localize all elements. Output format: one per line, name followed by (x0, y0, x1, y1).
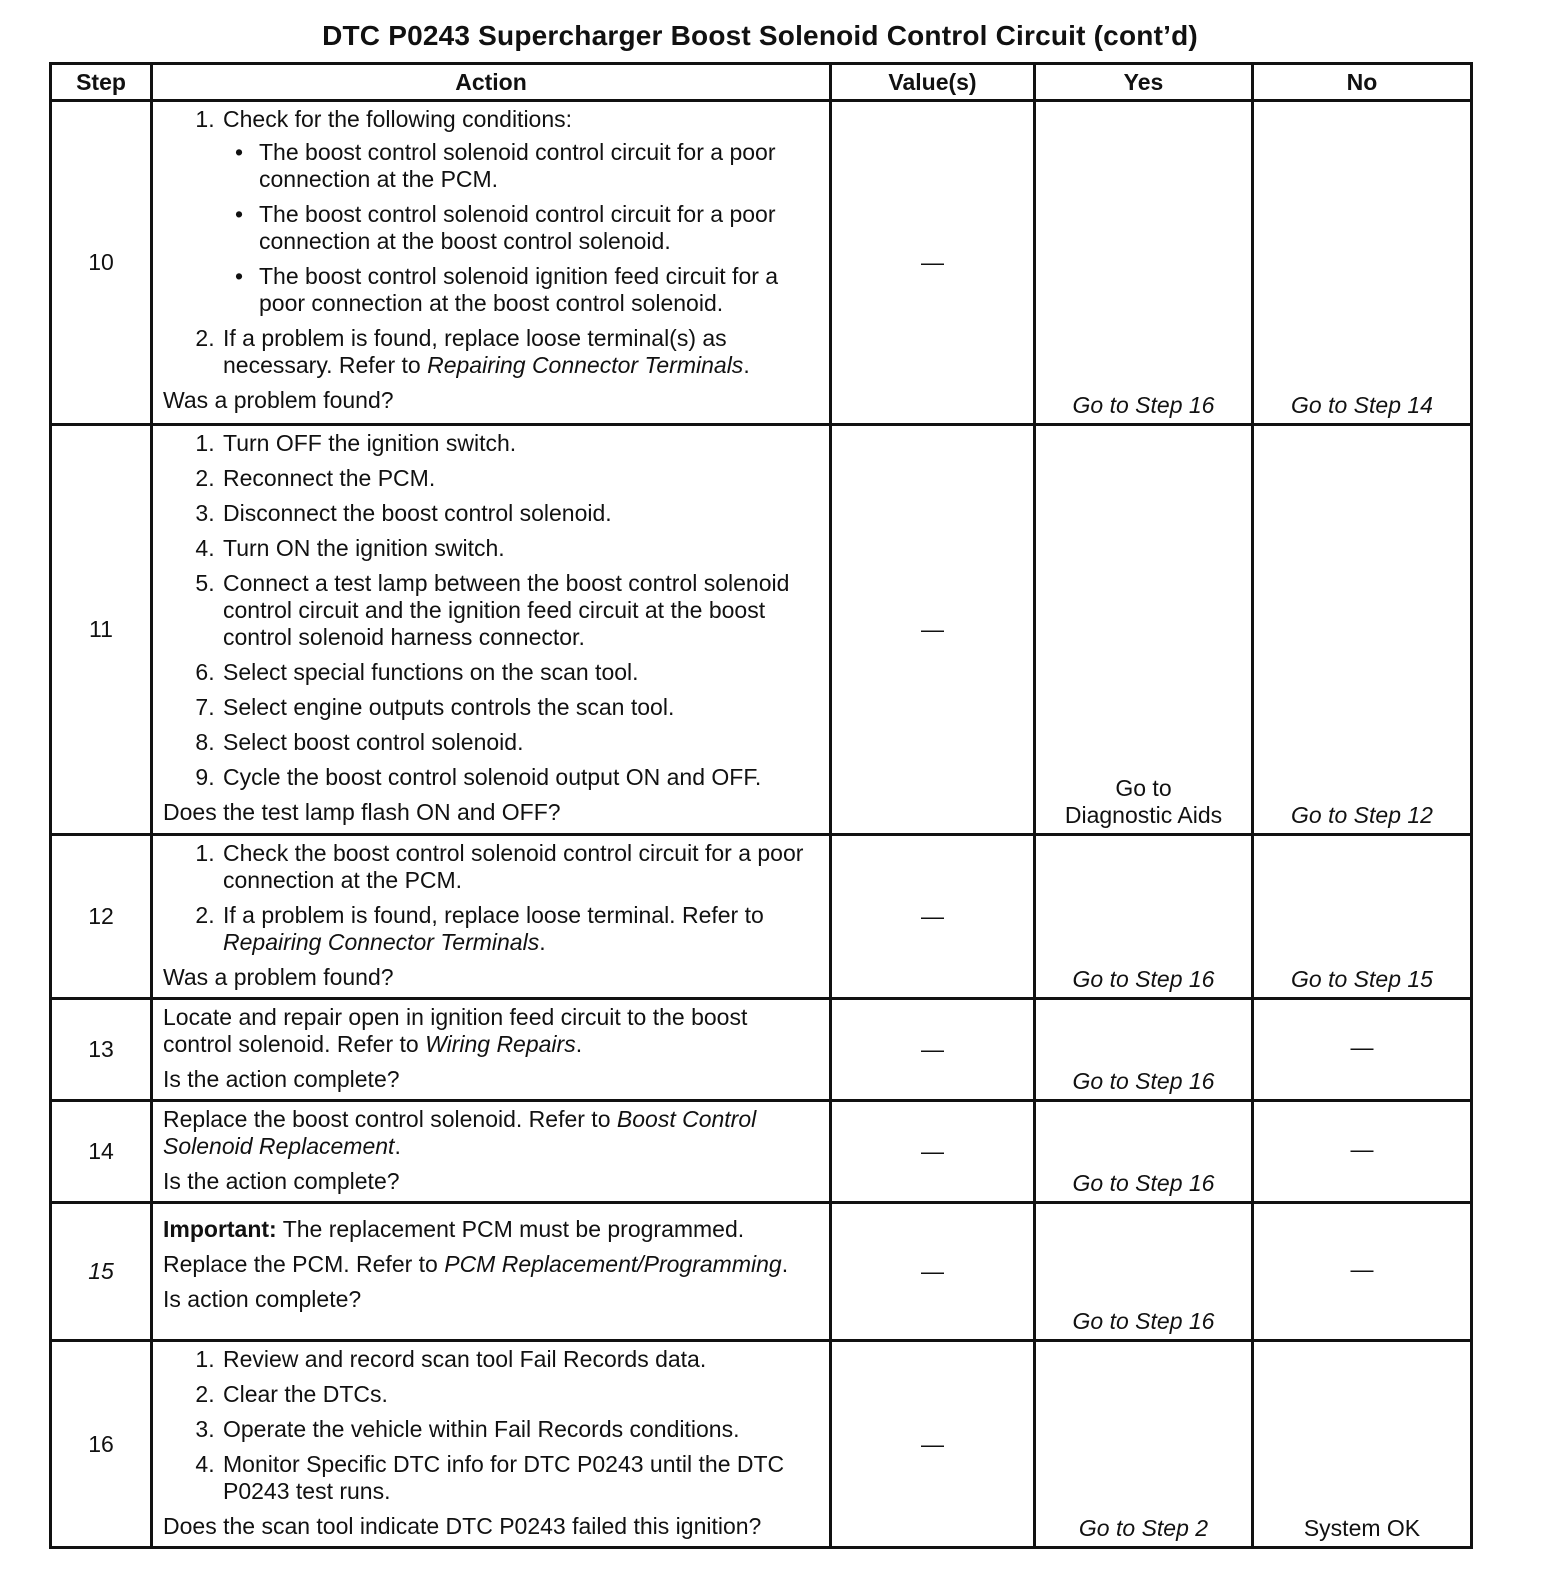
list-item-text: Check for the following conditions: (223, 106, 573, 132)
list-item-end: . (539, 929, 546, 955)
action-list (163, 1346, 819, 1505)
action-list (163, 106, 819, 379)
list-item: 2. Clear the DTCs. (221, 1381, 819, 1408)
table-row-step-13 (51, 999, 1472, 1101)
question-text: Was a problem found? (163, 964, 394, 990)
list-item: 9. Cycle the boost control solenoid output ON and OFF. (221, 764, 819, 791)
step-number: 14 (51, 1101, 152, 1203)
reference-link: Repairing Connector Terminals (223, 929, 540, 955)
action-cell (152, 1203, 831, 1341)
table-row-step-16 (51, 1341, 1472, 1548)
yes-cell-line: Go to (1115, 775, 1172, 801)
action-list (163, 430, 819, 791)
value-cell: — (831, 999, 1035, 1101)
reference-link: Wiring Repairs (425, 1031, 576, 1057)
value-cell: — (831, 425, 1035, 835)
table-row-step-11 (51, 425, 1472, 835)
action-cell (152, 999, 831, 1101)
table-row-step-15 (51, 1203, 1472, 1341)
list-item (221, 325, 819, 379)
list-item: 3. Disconnect the boost control solenoid. (221, 500, 819, 527)
list-item: 8. Select boost control solenoid. (221, 729, 819, 756)
list-item (221, 106, 819, 317)
yes-cell: Go to Step 2 (1035, 1341, 1253, 1548)
no-cell: — (1253, 999, 1472, 1101)
list-item-text: If a problem is found, replace loose terminal(s) as necessary. Refer to (223, 325, 727, 378)
no-cell: — (1253, 1203, 1472, 1341)
list-item: 4. Monitor Specific DTC info for DTC P0243 until the DTC P0243 test runs. (221, 1451, 819, 1505)
list-item (221, 902, 819, 956)
question-text: Was a problem found? (163, 387, 394, 413)
action-cell (152, 1341, 831, 1548)
question-text: Does the test lamp flash ON and OFF? (163, 799, 561, 825)
action-cell (152, 1101, 831, 1203)
value-cell: — (831, 1203, 1035, 1341)
no-cell: Go to Step 12 (1253, 425, 1472, 835)
step-number: 12 (51, 835, 152, 999)
step-number: 11 (51, 425, 152, 835)
reference-link: Boost Control Solenoid Replacement (163, 1106, 757, 1159)
header-row (51, 64, 1472, 101)
list-item: 2. Reconnect the PCM. (221, 465, 819, 492)
action-text-end: . (781, 1251, 789, 1277)
action-paragraph (163, 1251, 819, 1278)
no-cell: — (1253, 1101, 1472, 1203)
list-item: 7. Select engine outputs controls the scan tool. (221, 694, 819, 721)
list-item: 5. Connect a test lamp between the boost control solenoid control circuit and the ignition feed circuit at the boost control solenoid harness connector. (221, 570, 819, 651)
action-list (163, 840, 819, 956)
yes-cell: Go to Step 16 (1035, 835, 1253, 999)
list-item-end: . (743, 352, 750, 378)
no-cell: Go to Step 14 (1253, 101, 1472, 425)
reference-link: PCM Replacement/Programming (444, 1251, 782, 1277)
list-item: 1. Turn OFF the ignition switch. (221, 430, 819, 457)
value-cell: — (831, 835, 1035, 999)
no-cell: System OK (1253, 1341, 1472, 1548)
list-item: 1. Check the boost control solenoid control circuit for a poor connection at the PCM. (221, 840, 819, 894)
step-number: 15 (51, 1203, 152, 1341)
list-item: 6. Select special functions on the scan tool. (221, 659, 819, 686)
bullet-list (223, 139, 819, 317)
list-item-text: If a problem is found, replace loose terminal. Refer to (223, 902, 764, 928)
yes-cell: Go to Step 16 (1035, 1101, 1253, 1203)
action-cell (152, 101, 831, 425)
header-step: Step (51, 64, 152, 101)
header-yes: Yes (1035, 64, 1253, 101)
list-item: 4. Turn ON the ignition switch. (221, 535, 819, 562)
table-row-step-10 (51, 101, 1472, 425)
question-text: Is the action complete? (163, 1168, 400, 1194)
important-note (163, 1216, 819, 1243)
action-cell (152, 425, 831, 835)
action-text: Locate and repair open in ignition feed circuit to the boost control solenoid. Refer to (163, 1004, 748, 1057)
yes-cell: Go to Step 16 (1035, 999, 1253, 1101)
step-number: 13 (51, 999, 152, 1101)
yes-cell (1035, 425, 1253, 835)
value-cell: — (831, 1341, 1035, 1548)
page-title: DTC P0243 Supercharger Boost Solenoid Control Circuit (cont’d) (322, 20, 1198, 51)
action-cell (152, 835, 831, 999)
yes-cell-line: Diagnostic Aids (1064, 802, 1223, 828)
bullet-item: • The boost control solenoid ignition feed circuit for a poor connection at the boost control solenoid. (257, 263, 819, 317)
action-paragraph (163, 1106, 819, 1160)
yes-cell: Go to Step 16 (1035, 101, 1253, 425)
header-no: No (1253, 64, 1472, 101)
action-paragraph (163, 1004, 819, 1058)
important-text: The replacement PCM must be programmed. (276, 1216, 745, 1242)
question-text: Is action complete? (163, 1286, 362, 1312)
header-values: Value(s) (831, 64, 1035, 101)
no-cell: Go to Step 15 (1253, 835, 1472, 999)
action-text: Replace the PCM. Refer to (163, 1251, 445, 1277)
question-text: Does the scan tool indicate DTC P0243 failed this ignition? (163, 1513, 762, 1539)
bullet-item: • The boost control solenoid control circuit for a poor connection at the PCM. (257, 139, 819, 193)
yes-cell: Go to Step 16 (1035, 1203, 1253, 1341)
table-row-step-12 (51, 835, 1472, 999)
action-text-end: . (394, 1133, 401, 1159)
list-item: 3. Operate the vehicle within Fail Records conditions. (221, 1416, 819, 1443)
value-cell: — (831, 101, 1035, 425)
question-text: Is the action complete? (163, 1066, 400, 1092)
action-text-end: . (575, 1031, 583, 1057)
step-number: 10 (51, 101, 152, 425)
important-label: Important: (163, 1216, 277, 1242)
list-item: 1. Review and record scan tool Fail Records data. (221, 1346, 819, 1373)
table-row-step-14 (51, 1101, 1472, 1203)
bullet-item: • The boost control solenoid control circuit for a poor connection at the boost control solenoid. (257, 201, 819, 255)
action-text: Replace the boost control solenoid. Refer to (163, 1106, 617, 1132)
step-number: 16 (51, 1341, 152, 1548)
header-action: Action (152, 64, 831, 101)
value-cell: — (831, 1101, 1035, 1203)
reference-link: Repairing Connector Terminals (427, 352, 744, 378)
diagnostic-table (49, 62, 1473, 1549)
